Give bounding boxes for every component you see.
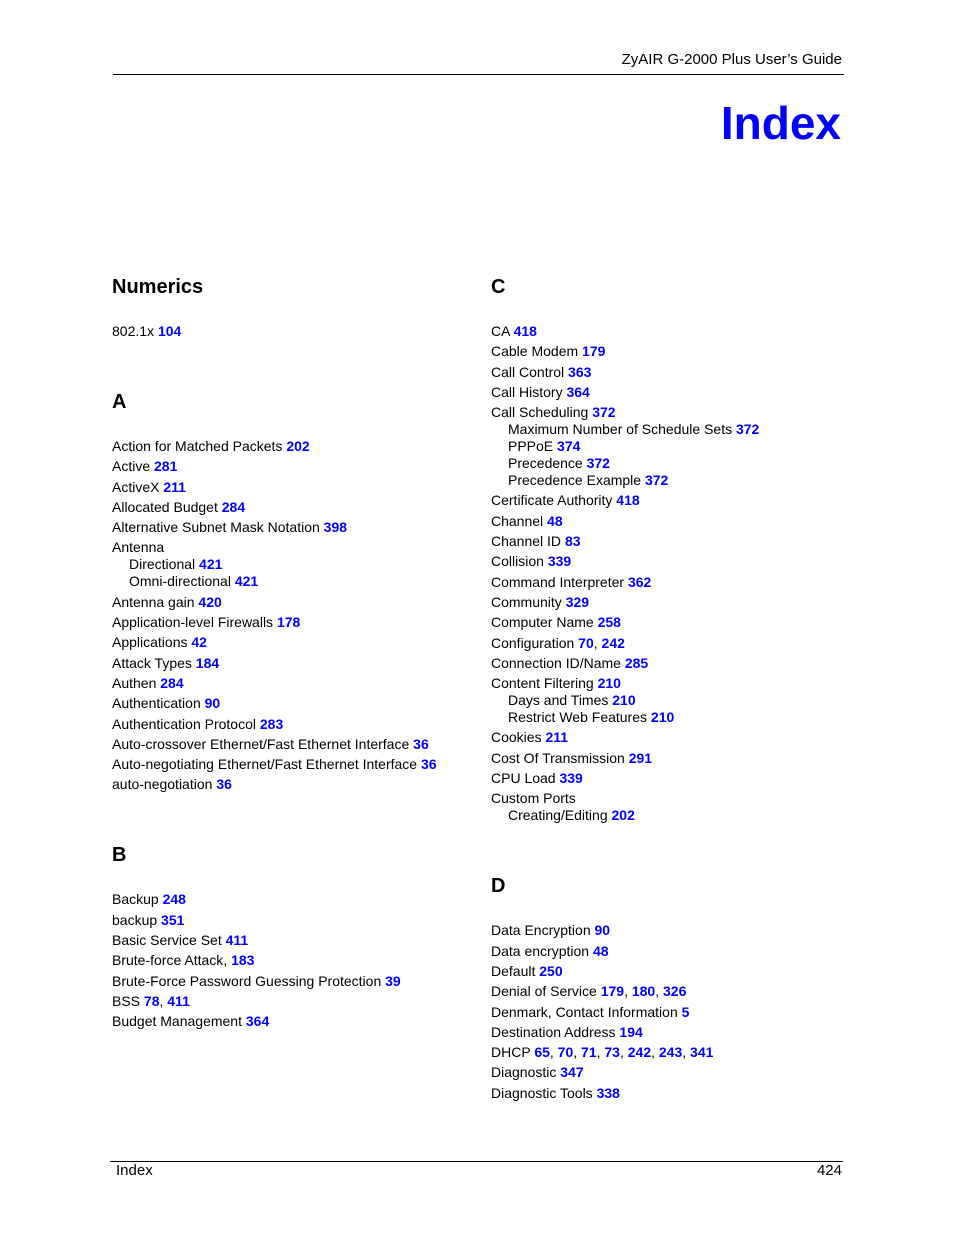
section-heading: B <box>112 844 127 867</box>
index-term: Command Interpreter <box>491 573 625 590</box>
page-link[interactable]: 363 <box>568 363 592 380</box>
sub-entry <box>112 556 472 573</box>
page-link[interactable]: 179 <box>600 983 625 1000</box>
index-term: Precedence Example <box>508 472 642 489</box>
page-link[interactable]: 420 <box>198 593 222 610</box>
page-link[interactable]: 48 <box>592 942 609 959</box>
index-term: Action for Matched Packets <box>112 438 283 454</box>
entry-line <box>491 323 851 340</box>
index-term: Connection ID/Name <box>491 654 621 671</box>
page-link[interactable]: 104 <box>157 323 182 339</box>
index-entry <box>491 364 851 381</box>
index-term: Application-level Firewalls <box>112 614 274 631</box>
entry-list <box>491 922 851 1101</box>
index-term: Cable Modem <box>491 343 579 360</box>
page-link[interactable]: 5 <box>681 1003 690 1020</box>
index-entry <box>491 963 851 980</box>
entry-line <box>491 574 851 591</box>
page-link[interactable]: 285 <box>624 654 649 671</box>
entry-line <box>491 513 851 530</box>
index-entry <box>112 323 472 340</box>
entry-line <box>112 634 472 651</box>
index-entry <box>491 655 851 672</box>
index-entry <box>112 499 472 516</box>
index-entry <box>491 513 851 530</box>
page-link[interactable]: 351 <box>161 911 185 928</box>
index-term: Destination Address <box>491 1023 616 1040</box>
index-term: Cost Of Transmission <box>491 749 625 766</box>
running-header: ZyAIR G-2000 Plus User’s Guide <box>621 51 842 68</box>
index-section <box>491 273 851 824</box>
page-link[interactable]: 364 <box>566 383 590 400</box>
entry-line <box>112 891 472 908</box>
page-link[interactable]: 210 <box>612 692 636 709</box>
index-entry <box>112 912 472 929</box>
page-title: Index <box>720 97 841 149</box>
entry-line <box>112 912 472 929</box>
index-term: Community <box>491 593 562 610</box>
index-term: Basic Service Set <box>112 932 222 949</box>
index-entry <box>112 736 472 753</box>
page-link[interactable]: 65 <box>534 1044 550 1061</box>
entry-line <box>491 655 851 672</box>
entry-list <box>112 438 472 793</box>
entry-line <box>112 655 472 672</box>
page-link[interactable]: 71 <box>581 1044 597 1061</box>
index-entry <box>491 675 851 726</box>
index-term: Custom Ports <box>491 790 576 807</box>
footer-page-number: 424 <box>816 1162 842 1179</box>
index-term: Authen <box>112 674 157 691</box>
page-link[interactable]: 418 <box>616 492 640 509</box>
index-term: Alternative Subnet Mask Notation <box>112 519 320 536</box>
index-term: Channel <box>491 512 544 529</box>
page-link[interactable]: 283 <box>259 715 284 732</box>
entry-line <box>491 492 851 509</box>
index-entry <box>112 1013 472 1030</box>
page-link[interactable]: 36 <box>216 776 232 793</box>
index-term: Channel ID <box>491 533 562 550</box>
index-term: Antenna <box>112 539 165 556</box>
index-section <box>112 841 472 1030</box>
entry-line <box>112 458 472 475</box>
page-link[interactable]: 242 <box>601 634 625 651</box>
page-link[interactable]: 194 <box>619 1023 643 1040</box>
index-term: Cookies <box>491 729 542 746</box>
index-term: Attack Types <box>112 654 192 671</box>
index-term: Backup <box>112 891 159 908</box>
index-term: Authentication <box>112 695 201 712</box>
index-section <box>112 388 472 793</box>
page-link[interactable]: 341 <box>690 1044 714 1061</box>
index-term: Brute-Force Password Guessing Protection <box>112 972 382 989</box>
entry-line <box>491 922 851 939</box>
index-entry <box>491 614 851 631</box>
index-entry <box>491 790 851 824</box>
index-entry <box>112 614 472 631</box>
index-term: Call Scheduling <box>491 404 589 421</box>
index-entry <box>491 1064 851 1081</box>
index-entry <box>112 634 472 651</box>
entry-line: BSS 78, 411 <box>112 992 190 1009</box>
page-link[interactable]: 339 <box>547 553 572 570</box>
page-link[interactable]: 338 <box>596 1084 620 1101</box>
index-entry <box>491 492 851 509</box>
index-entry <box>491 729 851 746</box>
index-term: Precedence <box>508 455 583 472</box>
page-link[interactable]: 248 <box>162 891 186 908</box>
entry-line <box>491 770 851 787</box>
index-entry <box>491 1004 851 1021</box>
page-link[interactable]: 242 <box>627 1044 652 1061</box>
page-link[interactable]: 364 <box>245 1013 270 1030</box>
header-rule <box>113 74 844 75</box>
index-entry <box>491 533 851 550</box>
entry-line <box>491 963 851 980</box>
index-entry <box>112 675 472 692</box>
page-link[interactable]: 291 <box>628 749 653 766</box>
entry-line <box>112 539 472 556</box>
page-link[interactable]: 411 <box>167 992 190 1009</box>
page-link[interactable]: 372 <box>592 404 616 421</box>
index-entry <box>491 1024 851 1041</box>
index-term: Brute-force Attack, <box>112 952 228 969</box>
page-link[interactable]: 398 <box>323 519 348 536</box>
entry-line <box>112 932 472 949</box>
index-term: Antenna gain <box>112 593 195 610</box>
page-link[interactable]: 180 <box>631 983 656 1000</box>
index-entry <box>491 1044 851 1061</box>
index-term: Auto-negotiating Ethernet/Fast Ethernet Interface <box>112 756 418 773</box>
index-term: Applications <box>112 634 188 651</box>
index-entry <box>112 973 472 990</box>
index-term: Omni-directional <box>129 573 231 590</box>
page-link[interactable]: 70 <box>557 1044 574 1061</box>
page-link[interactable]: 90 <box>204 695 221 712</box>
entry-line <box>112 756 472 773</box>
page-link[interactable]: 83 <box>564 533 581 550</box>
sub-entry <box>491 472 851 489</box>
index-entry <box>491 594 851 611</box>
entry-line <box>491 594 851 611</box>
sub-entry <box>491 709 851 726</box>
index-term: Computer Name <box>491 614 594 631</box>
entry-line <box>491 1004 851 1021</box>
entry-line <box>112 323 472 340</box>
page-link[interactable]: 362 <box>627 573 652 590</box>
entry-line <box>491 675 851 692</box>
page-link[interactable]: 284 <box>221 498 246 515</box>
index-entry <box>491 750 851 767</box>
entry-line <box>112 594 472 611</box>
page-link[interactable]: 78 <box>143 992 160 1009</box>
page-link[interactable]: 421 <box>234 573 259 590</box>
index-term: Denmark, Contact Information <box>491 1003 678 1020</box>
index-term: Denial of Service <box>491 983 597 1000</box>
index-term: Budget Management <box>112 1013 242 1030</box>
index-entry <box>112 458 472 475</box>
page-link[interactable]: 258 <box>597 614 621 631</box>
index-term: CPU Load <box>491 770 556 787</box>
index-entry <box>112 519 472 536</box>
page-link[interactable]: 418 <box>513 323 537 339</box>
index-entry <box>491 323 851 340</box>
index-term: Auto-crossover Ethernet/Fast Ethernet Interface <box>112 735 410 752</box>
entry-line: Configuration 70, 242 <box>491 634 625 651</box>
index-term: Diagnostic Tools <box>491 1084 593 1101</box>
index-entry <box>491 770 851 787</box>
page-link[interactable]: 39 <box>385 972 401 989</box>
page-link[interactable]: 372 <box>735 421 760 438</box>
entry-line <box>112 499 472 516</box>
index-entry <box>112 993 472 1010</box>
index-term: PPPoE <box>508 438 554 455</box>
index-term: Creating/Editing <box>508 807 608 824</box>
entry-line: DHCP 65, 70, 71, 73, 242, 243, 341 <box>491 1044 714 1061</box>
entry-line <box>491 1064 851 1081</box>
page-link[interactable]: 210 <box>650 709 675 726</box>
sub-entry <box>491 438 851 455</box>
page-link[interactable]: 372 <box>644 472 669 489</box>
index-term: backup <box>112 911 158 928</box>
entry-line <box>491 343 851 360</box>
entry-line: Denial of Service 179, 180, 326 <box>491 983 687 1000</box>
entry-line <box>491 943 851 960</box>
index-entry <box>491 384 851 401</box>
page-link[interactable]: 183 <box>231 952 255 969</box>
page-link[interactable]: 211 <box>163 478 186 495</box>
index-term: DHCP <box>491 1044 531 1061</box>
section-heading: D <box>491 875 506 898</box>
entry-line <box>112 952 472 969</box>
page-link[interactable]: 211 <box>545 729 569 746</box>
entry-list <box>112 891 472 1030</box>
entry-list <box>491 323 851 824</box>
sub-entry <box>491 421 851 438</box>
index-term: Call History <box>491 383 563 400</box>
index-column-left <box>112 273 472 1078</box>
footer-rule <box>110 1161 843 1162</box>
entry-line <box>491 364 851 381</box>
section-heading: C <box>491 276 506 298</box>
index-section <box>491 872 851 1101</box>
page-link[interactable]: 73 <box>604 1044 620 1061</box>
entry-line <box>491 790 851 807</box>
index-entry <box>491 983 851 1000</box>
entry-line <box>491 404 851 421</box>
entry-line <box>112 438 472 455</box>
entry-list <box>112 323 472 340</box>
index-entry <box>491 1085 851 1102</box>
page-link[interactable]: 179 <box>582 343 606 360</box>
index-entry <box>112 479 472 496</box>
entry-line <box>112 736 472 753</box>
index-term: Allocated Budget <box>112 498 218 515</box>
entry-line <box>491 1024 851 1041</box>
entry-line <box>112 614 472 631</box>
entry-line <box>112 1013 472 1030</box>
page-link[interactable]: 374 <box>557 438 581 455</box>
index-term: Default <box>491 962 536 979</box>
index-section <box>112 273 472 340</box>
index-term: Content Filtering <box>491 675 594 692</box>
index-term: Diagnostic <box>491 1064 557 1081</box>
index-term: Directional <box>129 556 196 573</box>
entry-line <box>491 384 851 401</box>
page-link[interactable]: 178 <box>276 614 301 631</box>
index-entry <box>491 574 851 591</box>
index-entry <box>491 343 851 360</box>
index-entry <box>112 594 472 611</box>
index-term: BSS <box>112 992 141 1009</box>
section-heading: A <box>112 391 127 413</box>
index-term: auto-negotiation <box>112 776 213 793</box>
index-term: Maximum Number of Schedule Sets <box>508 421 733 438</box>
index-term: Days and Times <box>508 692 609 709</box>
page-link[interactable]: 250 <box>539 962 563 979</box>
page-link[interactable]: 243 <box>658 1044 683 1061</box>
footer-section-label: Index <box>116 1162 153 1179</box>
index-term: Authentication Protocol <box>112 715 256 732</box>
sub-entry <box>491 807 851 824</box>
page-link[interactable]: 347 <box>560 1064 584 1081</box>
entry-line <box>112 519 472 536</box>
index-entry <box>491 635 851 652</box>
page-link[interactable]: 284 <box>160 674 184 691</box>
index-entry <box>491 922 851 939</box>
index-term: CA <box>491 323 510 339</box>
index-column-right <box>491 273 851 1150</box>
index-entry <box>112 438 472 455</box>
entry-line <box>491 729 851 746</box>
index-entry <box>112 695 472 712</box>
page-link[interactable]: 326 <box>663 983 687 1000</box>
index-entry <box>491 404 851 489</box>
entry-line <box>491 614 851 631</box>
index-entry <box>112 539 472 590</box>
page-link[interactable]: 90 <box>594 922 611 939</box>
index-term: Active <box>112 458 151 475</box>
page-link[interactable]: 184 <box>195 654 220 671</box>
page-link[interactable]: 202 <box>611 807 635 824</box>
sub-entry <box>491 455 851 472</box>
entry-line <box>112 716 472 733</box>
index-entry <box>112 655 472 672</box>
entry-line <box>112 675 472 692</box>
page-link[interactable]: 70 <box>578 634 594 651</box>
index-term: Certificate Authority <box>491 492 613 509</box>
index-term: Call Control <box>491 363 565 380</box>
index-term: Configuration <box>491 634 575 651</box>
entry-line <box>112 695 472 712</box>
index-entry <box>112 756 472 773</box>
index-term: Collision <box>491 553 544 570</box>
entry-line <box>491 533 851 550</box>
index-entry <box>491 943 851 960</box>
entry-line <box>491 750 851 767</box>
entry-line <box>491 553 851 570</box>
sub-entry <box>491 692 851 709</box>
page-link[interactable]: 36 <box>413 735 429 752</box>
page-link[interactable]: 210 <box>597 675 621 692</box>
section-heading: Numerics <box>112 276 204 298</box>
entry-line <box>112 776 472 793</box>
index-entry <box>491 553 851 570</box>
page-link[interactable]: 48 <box>547 512 563 529</box>
index-entry <box>112 932 472 949</box>
page-link[interactable]: 372 <box>586 455 610 472</box>
sub-entry <box>112 573 472 590</box>
index-entry <box>112 891 472 908</box>
page-link[interactable]: 42 <box>191 634 207 651</box>
index-entry <box>112 716 472 733</box>
page-link[interactable]: 329 <box>565 593 590 610</box>
entry-line <box>112 479 472 496</box>
index-term: 802.1x <box>112 323 155 339</box>
entry-line <box>112 973 472 990</box>
page-link[interactable]: 411 <box>225 932 249 949</box>
page-link[interactable]: 202 <box>286 438 310 454</box>
index-term: Data encryption <box>491 942 590 959</box>
index-entry <box>112 776 472 793</box>
page-link[interactable]: 421 <box>199 556 223 573</box>
page-link[interactable]: 36 <box>420 756 437 773</box>
index-term: Data Encryption <box>491 922 591 939</box>
page-link[interactable]: 339 <box>559 770 583 787</box>
page-link[interactable]: 281 <box>154 458 178 475</box>
entry-line <box>491 1085 851 1102</box>
index-entry <box>112 952 472 969</box>
index-term: Restrict Web Features <box>508 709 648 726</box>
index-term: ActiveX <box>112 478 160 495</box>
